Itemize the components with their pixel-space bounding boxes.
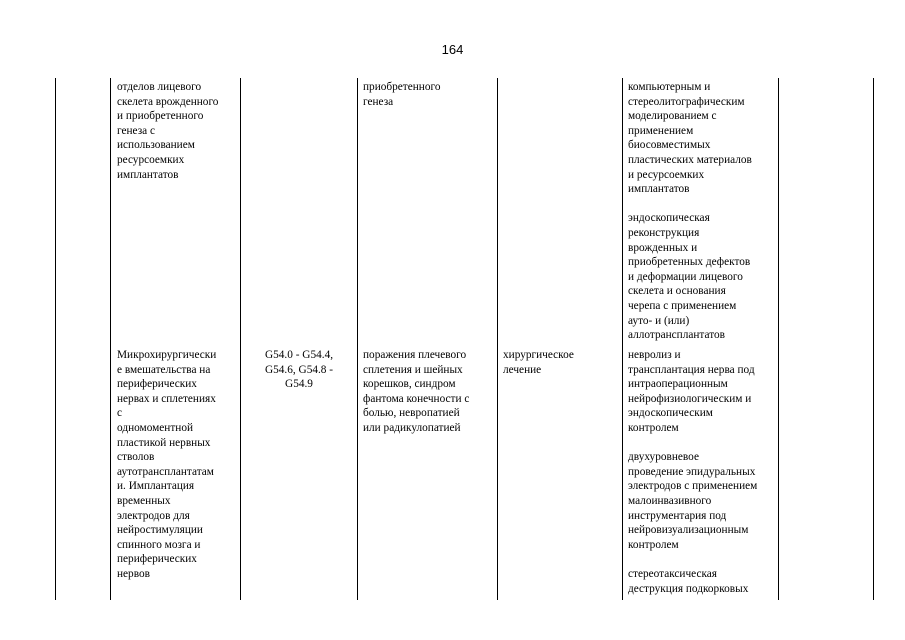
table-rule (622, 78, 623, 600)
row-0-methods-cell (628, 80, 778, 343)
table-rule (357, 78, 358, 600)
table-rule (873, 78, 874, 600)
row-1-methods-cell (628, 348, 778, 596)
row-1-method-1: невролиз и трансплантация нерва под интраоперационным нейрофизиологическим и эндоскопическим контролем (628, 349, 755, 434)
table-rule (110, 78, 111, 600)
row-1-method-3: стереотаксическая деструкция подкорковых (628, 567, 749, 595)
table-rule (55, 78, 56, 600)
row-0-name: отделов лицевого скелета врожденного и приобретенного генеза с использованием ресурсоемких имплантатов (117, 81, 219, 181)
row-1-model-cell (363, 348, 495, 436)
row-1-treatment-cell (503, 348, 621, 377)
row-0-name-cell (117, 80, 239, 182)
table-rule (778, 78, 779, 600)
row-1-model: поражения плечевого сплетения и шейных корешков, синдром фантома конечности с болью, невропатией или радикулопатией (363, 349, 470, 434)
row-1-treatment: хирургическое лечение (503, 349, 574, 376)
row-1-name: Микрохирургически е вмешательства на периферических нервах и сплетениях с одномоментной пластикой нервных стволов аутотрансплантатам и. Имплантация временных электродов для нейростимуляции спинного мозга и периферических нервов (117, 349, 217, 580)
row-1-codes-cell (245, 348, 353, 392)
row-0-model-cell (363, 80, 495, 109)
row-1-method-2: двухуровневое проведение эпидуральных электродов с применением малоинвазивного инструментария под нейровизуализационным контролем (628, 451, 758, 551)
row-0-method-1: компьютерным и стереолитографическим моделированием с применением биосовместимых пластических материалов и ресурсоемких имплантатов (628, 81, 752, 196)
table-rule (497, 78, 498, 600)
row-0-method-2: эндоскопическая реконструкция врожденных и приобретенных дефектов и деформации лицевого скелета и основания черепа с применением ауто- и (или) аллотрансплантатов (628, 212, 751, 342)
row-1-codes: G54.0 - G54.4, G54.6, G54.8 - G54.9 (264, 349, 334, 391)
row-0-model: приобретенного генеза (363, 81, 441, 108)
page-number: 164 (441, 42, 464, 57)
row-1-name-cell (117, 348, 239, 582)
table-rule (240, 78, 241, 600)
